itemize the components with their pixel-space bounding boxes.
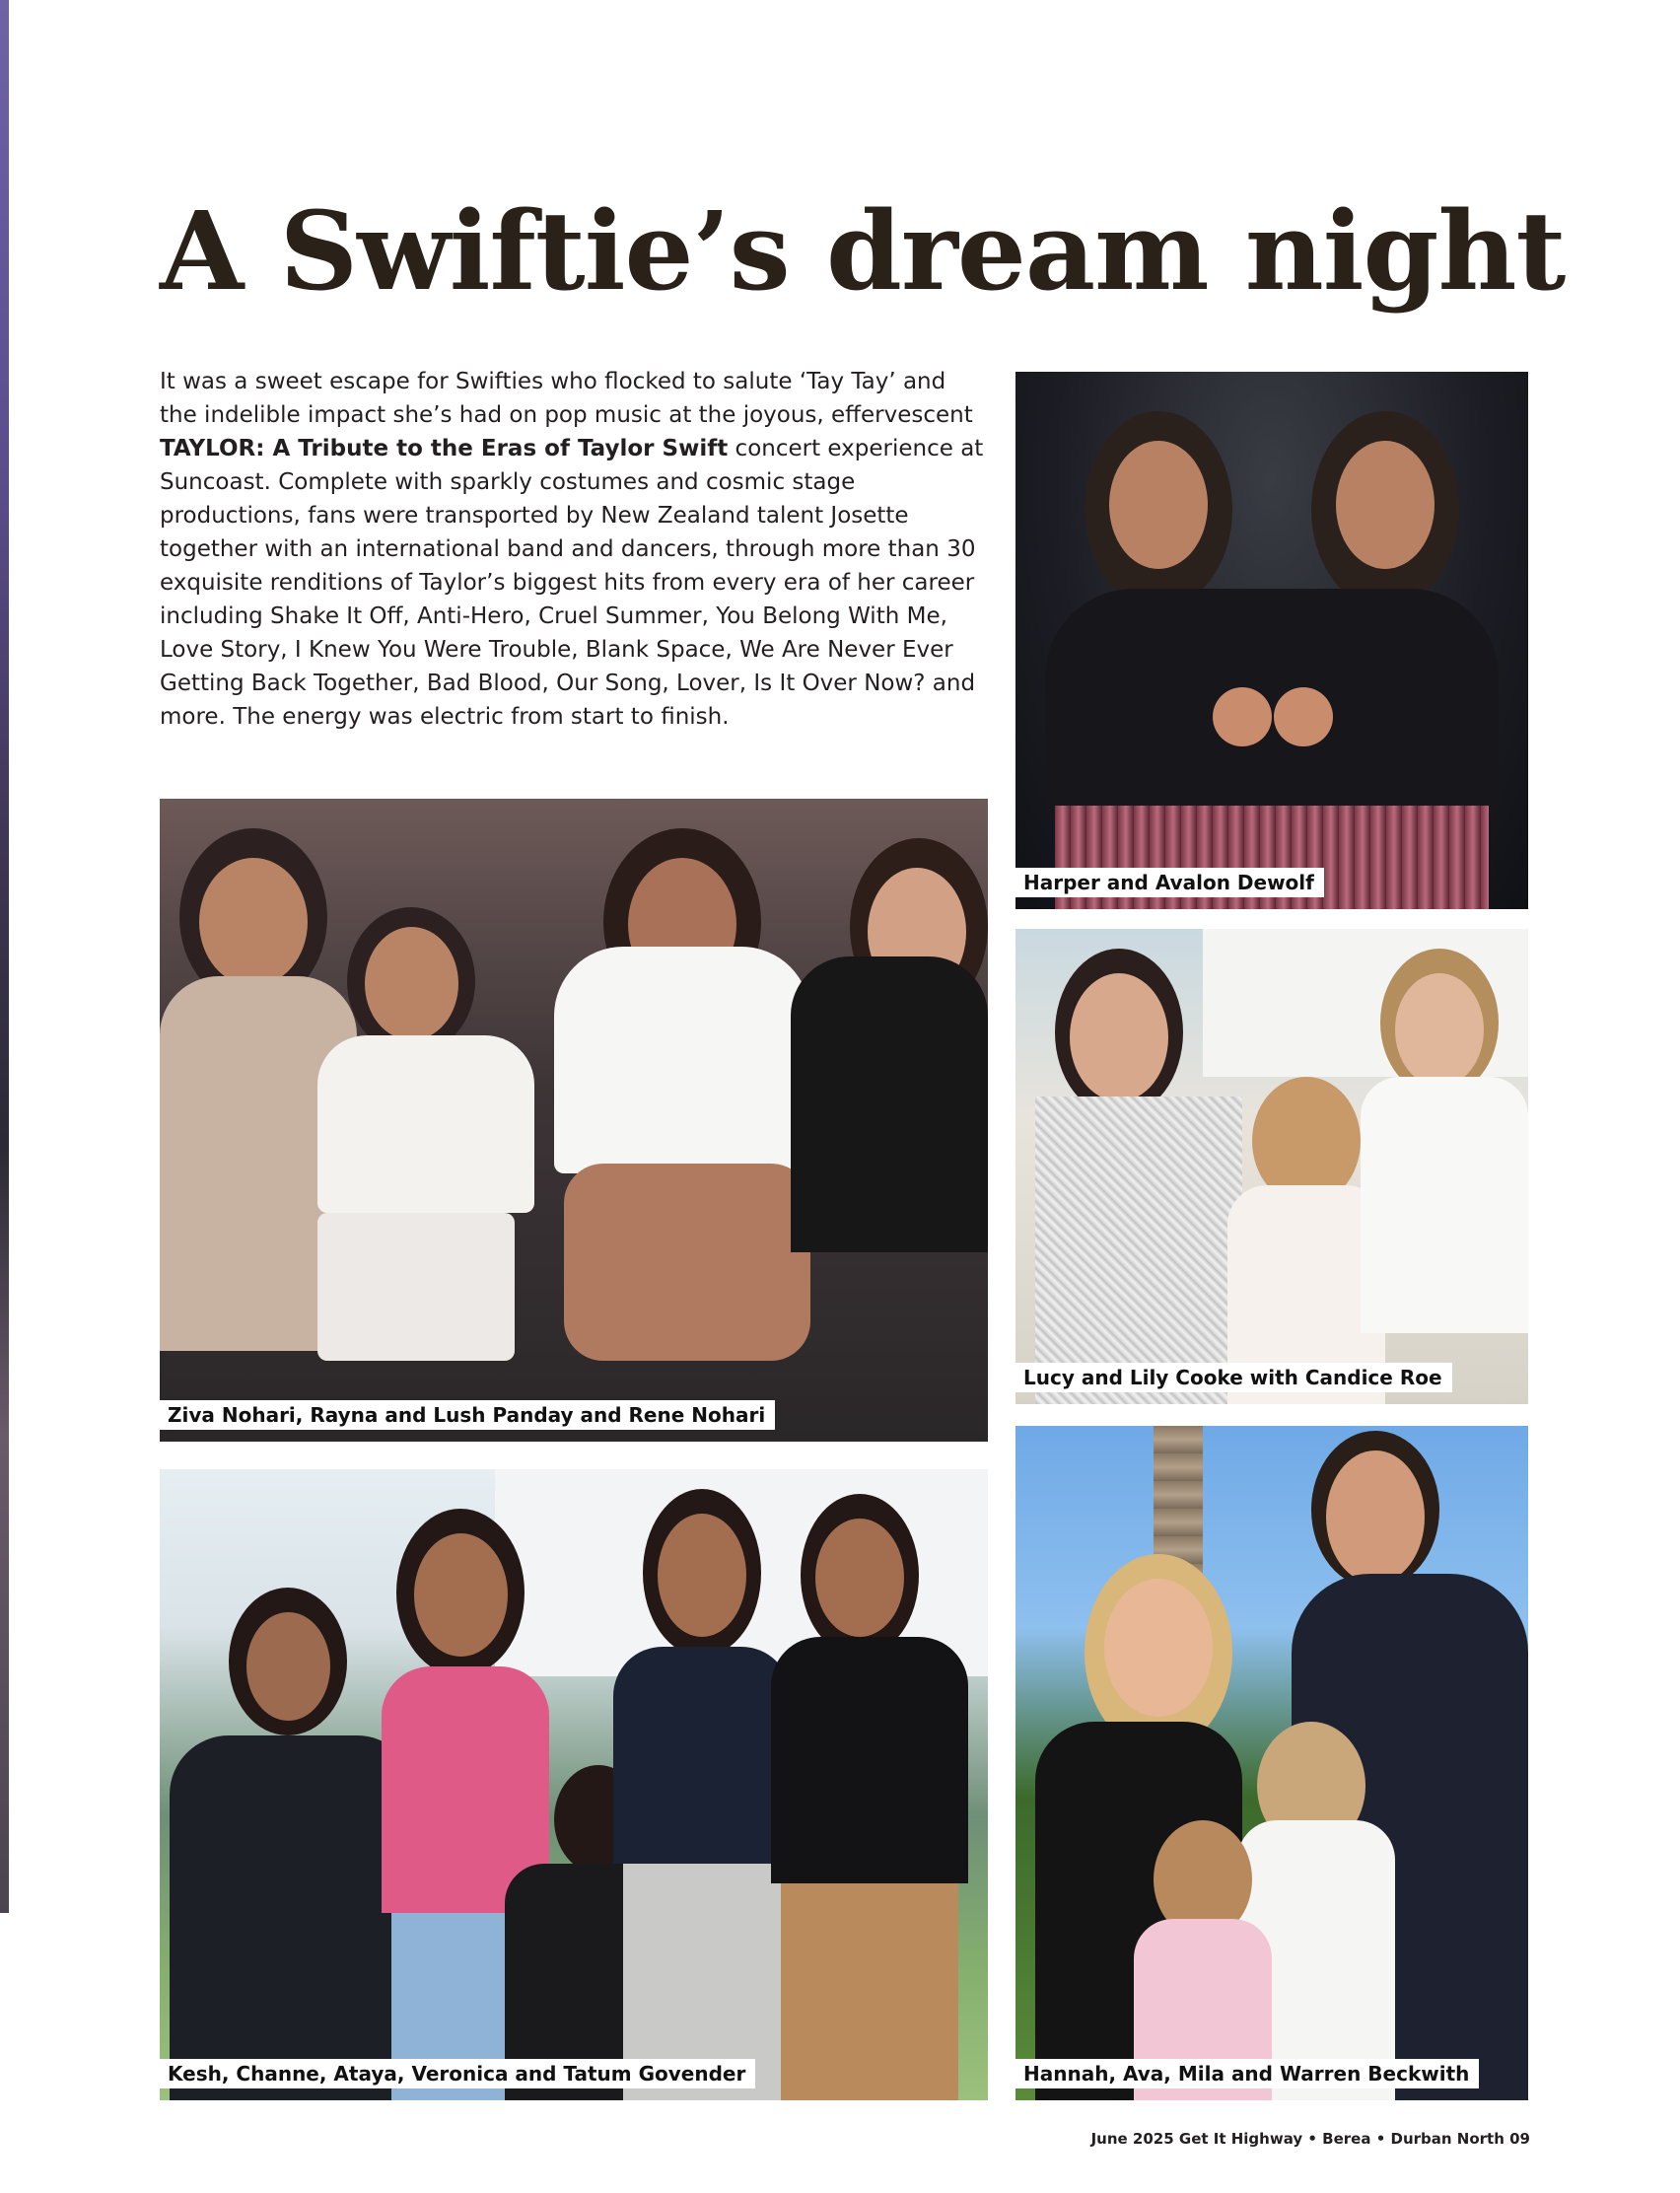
photo-nohari-scene — [160, 799, 988, 1442]
intro-text-start: It was a sweet escape for Swifties who flocked to salute ‘Tay Tay’ and the indelible impact she’s had on pop music at the joyous, effervescent — [160, 369, 973, 428]
photo-cooke-scene — [1015, 929, 1528, 1404]
photo-govender — [160, 1469, 988, 2100]
photo-govender-scene — [160, 1469, 988, 2100]
photo-dewolf-scene — [1015, 372, 1528, 909]
intro-paragraph — [160, 365, 990, 734]
caption-govender: Kesh, Channe, Ataya, Veronica and Tatum Govender — [160, 2059, 755, 2088]
page-footer: June 2025 Get It Highway • Berea • Durban North 09 — [1090, 2130, 1530, 2148]
caption-nohari: Ziva Nohari, Rayna and Lush Panday and Rene Nohari — [160, 1400, 775, 1430]
intro-event-name: TAYLOR: A Tribute to the Eras of Taylor Swift — [160, 436, 729, 461]
photo-nohari — [160, 799, 988, 1442]
caption-cooke: Lucy and Lily Cooke with Candice Roe — [1015, 1363, 1452, 1392]
caption-dewolf: Harper and Avalon Dewolf — [1015, 868, 1324, 897]
intro-text-end: concert experience at Suncoast. Complete with sparkly costumes and cosmic stage productions, fans were transported by New Zealand talent Josette together with an international band and dancers, through more than 30 exquisite renditions of Taylor’s biggest hits from every era of her career including Shake It Off, Anti-Hero, Cruel Summer, You Belong With Me, Love Story, I Knew You Were Trouble, Blank Space, We Are Never Ever Getting Back Together, Bad Blood, Our Song, Lover, Is It Over Now? and more. The energy was electric from start to finish. — [160, 436, 984, 730]
caption-beckwith: Hannah, Ava, Mila and Warren Beckwith — [1015, 2059, 1479, 2088]
left-edge-strip — [0, 0, 9, 1913]
photo-cooke — [1015, 929, 1528, 1404]
photo-dewolf — [1015, 372, 1528, 909]
photo-beckwith-scene — [1015, 1426, 1528, 2100]
photo-beckwith — [1015, 1426, 1528, 2100]
page-title: A Swiftie’s dream night — [160, 187, 1566, 315]
